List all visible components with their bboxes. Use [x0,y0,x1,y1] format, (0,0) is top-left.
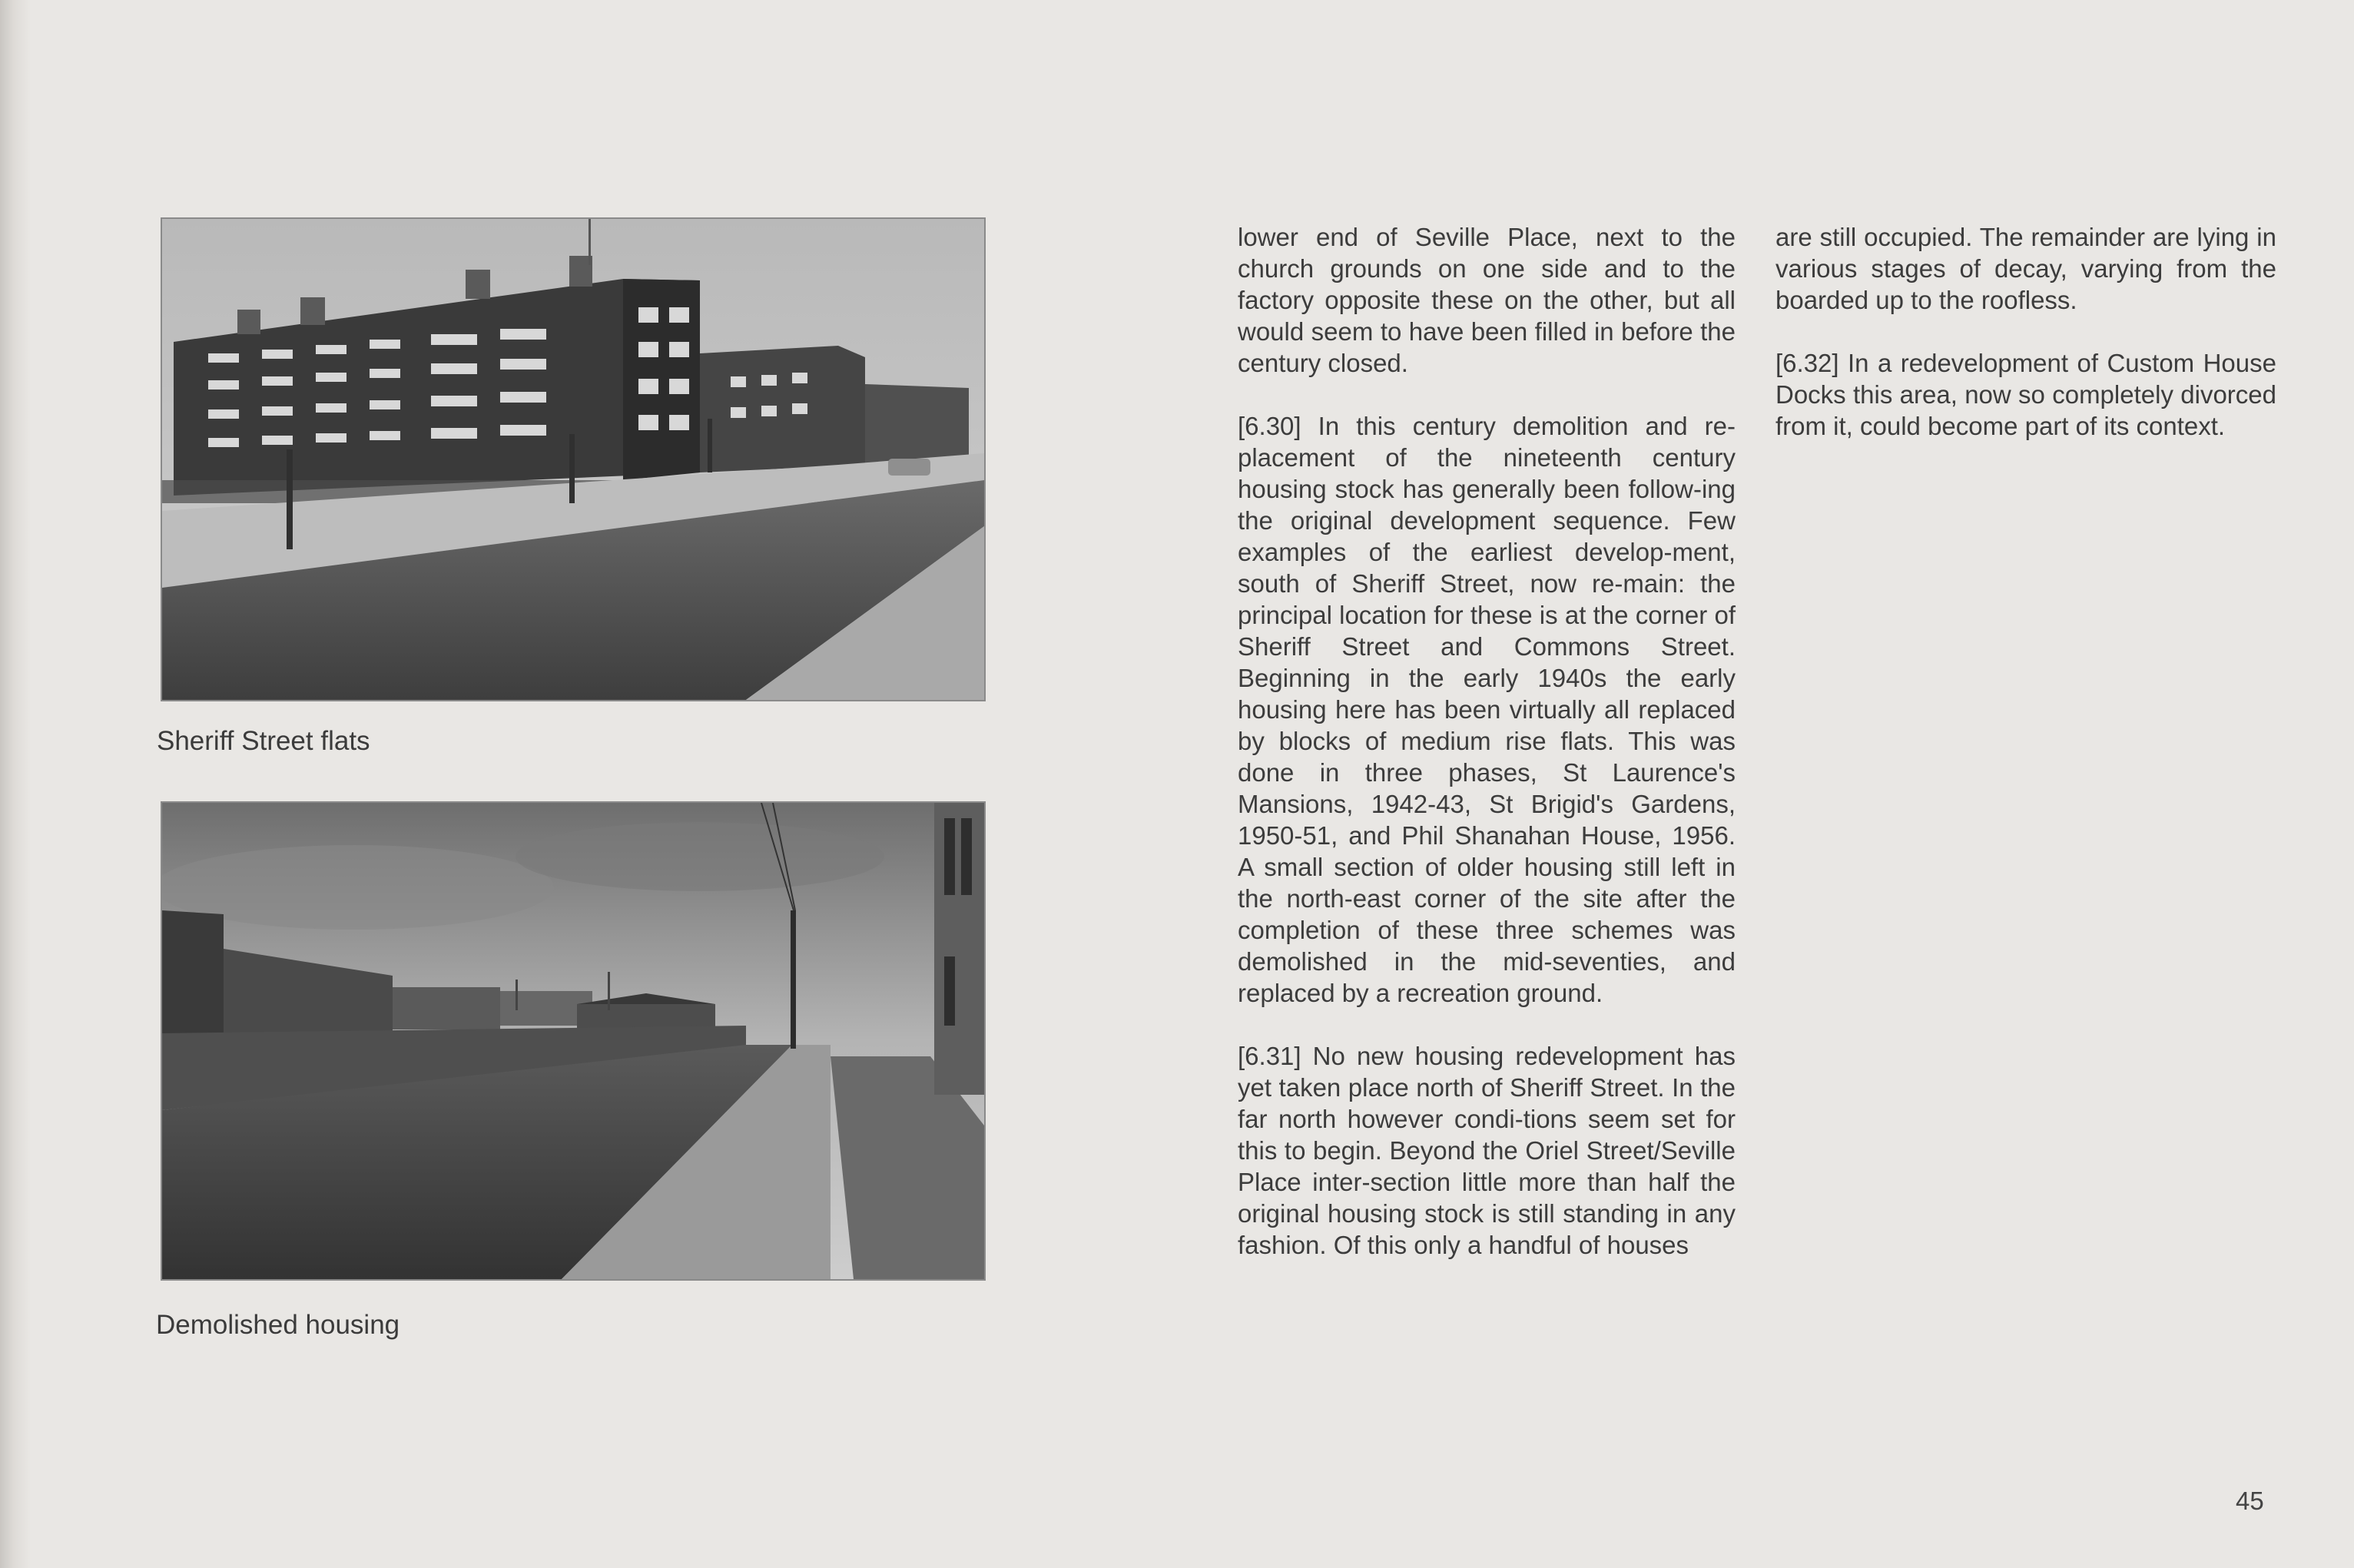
caption-sheriff-street-flats: Sheriff Street flats [157,726,370,756]
photo-sheriff-street-flats [161,217,986,701]
text-column-2 [1775,221,2276,442]
photo-demolished-housing [161,801,986,1281]
paragraph-seville-place: lower end of Seville Place, next to the church grounds on one side and to the factory opposite these on the other, but all would seem to have been filled in before the century closed. [1238,223,1736,377]
paragraph-6-31: [6.31] No new housing redevelopment has yet taken place north of Sheriff Street. In the far north however condi-tions seem set for this to begin. Beyond the Oriel Street/Seville Place inter-section little more than half the original housing stock is still standing in any fashion. Of this only a handful of houses [1238,1042,1736,1259]
text-column-1 [1238,221,1736,1261]
paragraph-6-30: [6.30] In this century demolition and re-placement of the nineteenth century housing stock has generally been follow-ing the original development sequence. Few examples of the earliest develop-ment, south of Sheriff Street, now re-main: the principal location for these is at the corner of Sheriff Street and Commons Street. Beginning in the early 1940s the early housing here has been virtually all replaced by blocks of medium rise flats. This was done in three phases, St Laurence's Mansions, 1942-43, St Brigid's Gardens, 1950-51, and Phil Shanahan House, 1956. A small section of older housing still left in the north-east corner of the site after the completion of these three schemes was demolished in the mid-seventies, and replaced by a recreation ground. [1238,412,1736,1007]
demolished-housing-photo-image [162,803,984,1279]
caption-demolished-housing: Demolished housing [156,1310,400,1340]
paragraph-continuation: are still occupied. The remainder are lying in various stages of decay, varying from the boarded up to the roofless. [1775,223,2276,314]
paragraph-6-32: [6.32] In a redevelopment of Custom House Docks this area, now so completely divorced from it, could become part of its context. [1775,349,2276,440]
page-number: 45 [2236,1487,2264,1515]
flats-photo-image [162,219,984,700]
book-spine-shadow [0,0,31,1568]
